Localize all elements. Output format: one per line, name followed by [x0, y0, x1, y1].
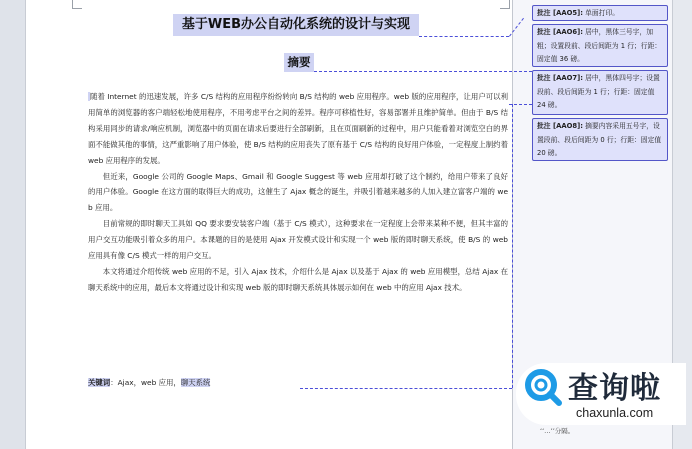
keywords-value: Ajax，web 应用，: [117, 378, 181, 387]
keywords-last: 聊天系统: [180, 378, 211, 387]
comment-label: 批注 [AAO6]:: [537, 28, 583, 36]
comment-connector: [512, 104, 513, 388]
comment-balloon[interactable]: [532, 70, 668, 115]
keywords-separator: ：: [110, 378, 118, 387]
comment-balloon[interactable]: [532, 5, 668, 21]
comment-text: 居中，黑体四号字；设置段前、段后间距为 1 行；行距：固定值 24 磅。: [537, 74, 660, 109]
margin-corner-mark: [500, 0, 510, 9]
comment-balloon[interactable]: [532, 24, 668, 67]
comment-balloon-partial[interactable]: ‘‘…’’分隔。: [540, 427, 575, 435]
watermark-text-cn: 查询啦: [568, 371, 661, 406]
watermark-text-en: chaxunla.com: [576, 406, 654, 420]
comment-connector: [314, 71, 532, 72]
paragraph-text: 随着 Internet 的迅速发展，许多 C/S 结构的应用程序纷纷转向 B/S 结构的 web 应用程序。web 版的应用程序，让用户可以利用简单的浏览器的客户端轻松地使用程序，不用考虑平台之间的差异。程序可移植性好，容易部署并且维护简单。但由于 B/S 结构采用同步的请求/响应机制，浏览器中的页面在请求后要进行全部刷新，且在页面刷新的过程中，用户只能看着对浏览空白的界面不能做其他的事情，这严重影响了用户体验，使 B/S 结构的应用丧失了原有基于 C/S 结构的良好用户体验，一定程度上制约着 web 应用程序的发展。: [88, 92, 508, 165]
comment-label: 批注 [AAO5]:: [537, 9, 583, 17]
abstract-heading[interactable]: 摘要: [284, 53, 314, 72]
abstract-paragraph-1[interactable]: [88, 89, 508, 169]
comment-label: 批注 [AAO8]:: [537, 122, 583, 130]
document-title[interactable]: 基于WEB办公自动化系统的设计与实现: [173, 14, 419, 36]
comment-balloon[interactable]: [532, 118, 668, 161]
comment-text: 摘要内容采用五号字，设置段前、段后间距为 0 行；行距：固定值 20 磅。: [537, 122, 662, 157]
comment-connector: [419, 36, 509, 37]
comment-connector: [300, 388, 512, 389]
abstract-paragraph-3[interactable]: 目前常规的即时聊天工具如 QQ 要求要安装客户端（基于 C/S 模式），这种要求在一定程度上会带来某种不便，但其丰富的用户交互功能吸引着众多的用户。本课题的目的是使用 Ajax 开发模式设计和实现一个 web 版的即时聊天系统，使 B/S 的 web 应用具有像 C/S 模式一样的用户交互。: [88, 219, 508, 261]
abstract-paragraph-2[interactable]: 但近来，Google 公司的 Google Maps、Gmail 和 Google Suggest 等 web 应用却打破了这个制约，给用户带来了良好的用户体验。Google 在这方面的取得巨大的成功，这催生了 Ajax 概念的诞生，并吸引着越来越多的人加入建立富客户端的 web 应用。: [88, 171, 508, 213]
abstract-paragraph-4[interactable]: 本文将通过介绍传统 web 应用的不足，引入 Ajax 技术，介绍什么是 Ajax 以及基于 Ajax 的 web 应用模型，总结 Ajax 在聊天系统中的应用，最后本文将通过设计和实现 web 版的即时聊天系统具体展示如何在 web 中的应用 Ajax 技术。: [88, 266, 508, 292]
watermark-logo: [516, 363, 686, 425]
keywords-line[interactable]: [88, 376, 210, 389]
keywords-label: 关键词: [88, 378, 111, 387]
search-magnifier-icon: [523, 367, 563, 407]
margin-corner-mark: [72, 0, 82, 9]
comment-text: 居中，黑体三号字，加粗；设置段前、段后间距为 1 行；行距：固定值 36 磅。: [537, 28, 662, 63]
comment-label: 批注 [AAO7]:: [537, 74, 583, 82]
abstract-body[interactable]: [88, 89, 508, 296]
comment-text: 单面打印。: [582, 9, 620, 17]
